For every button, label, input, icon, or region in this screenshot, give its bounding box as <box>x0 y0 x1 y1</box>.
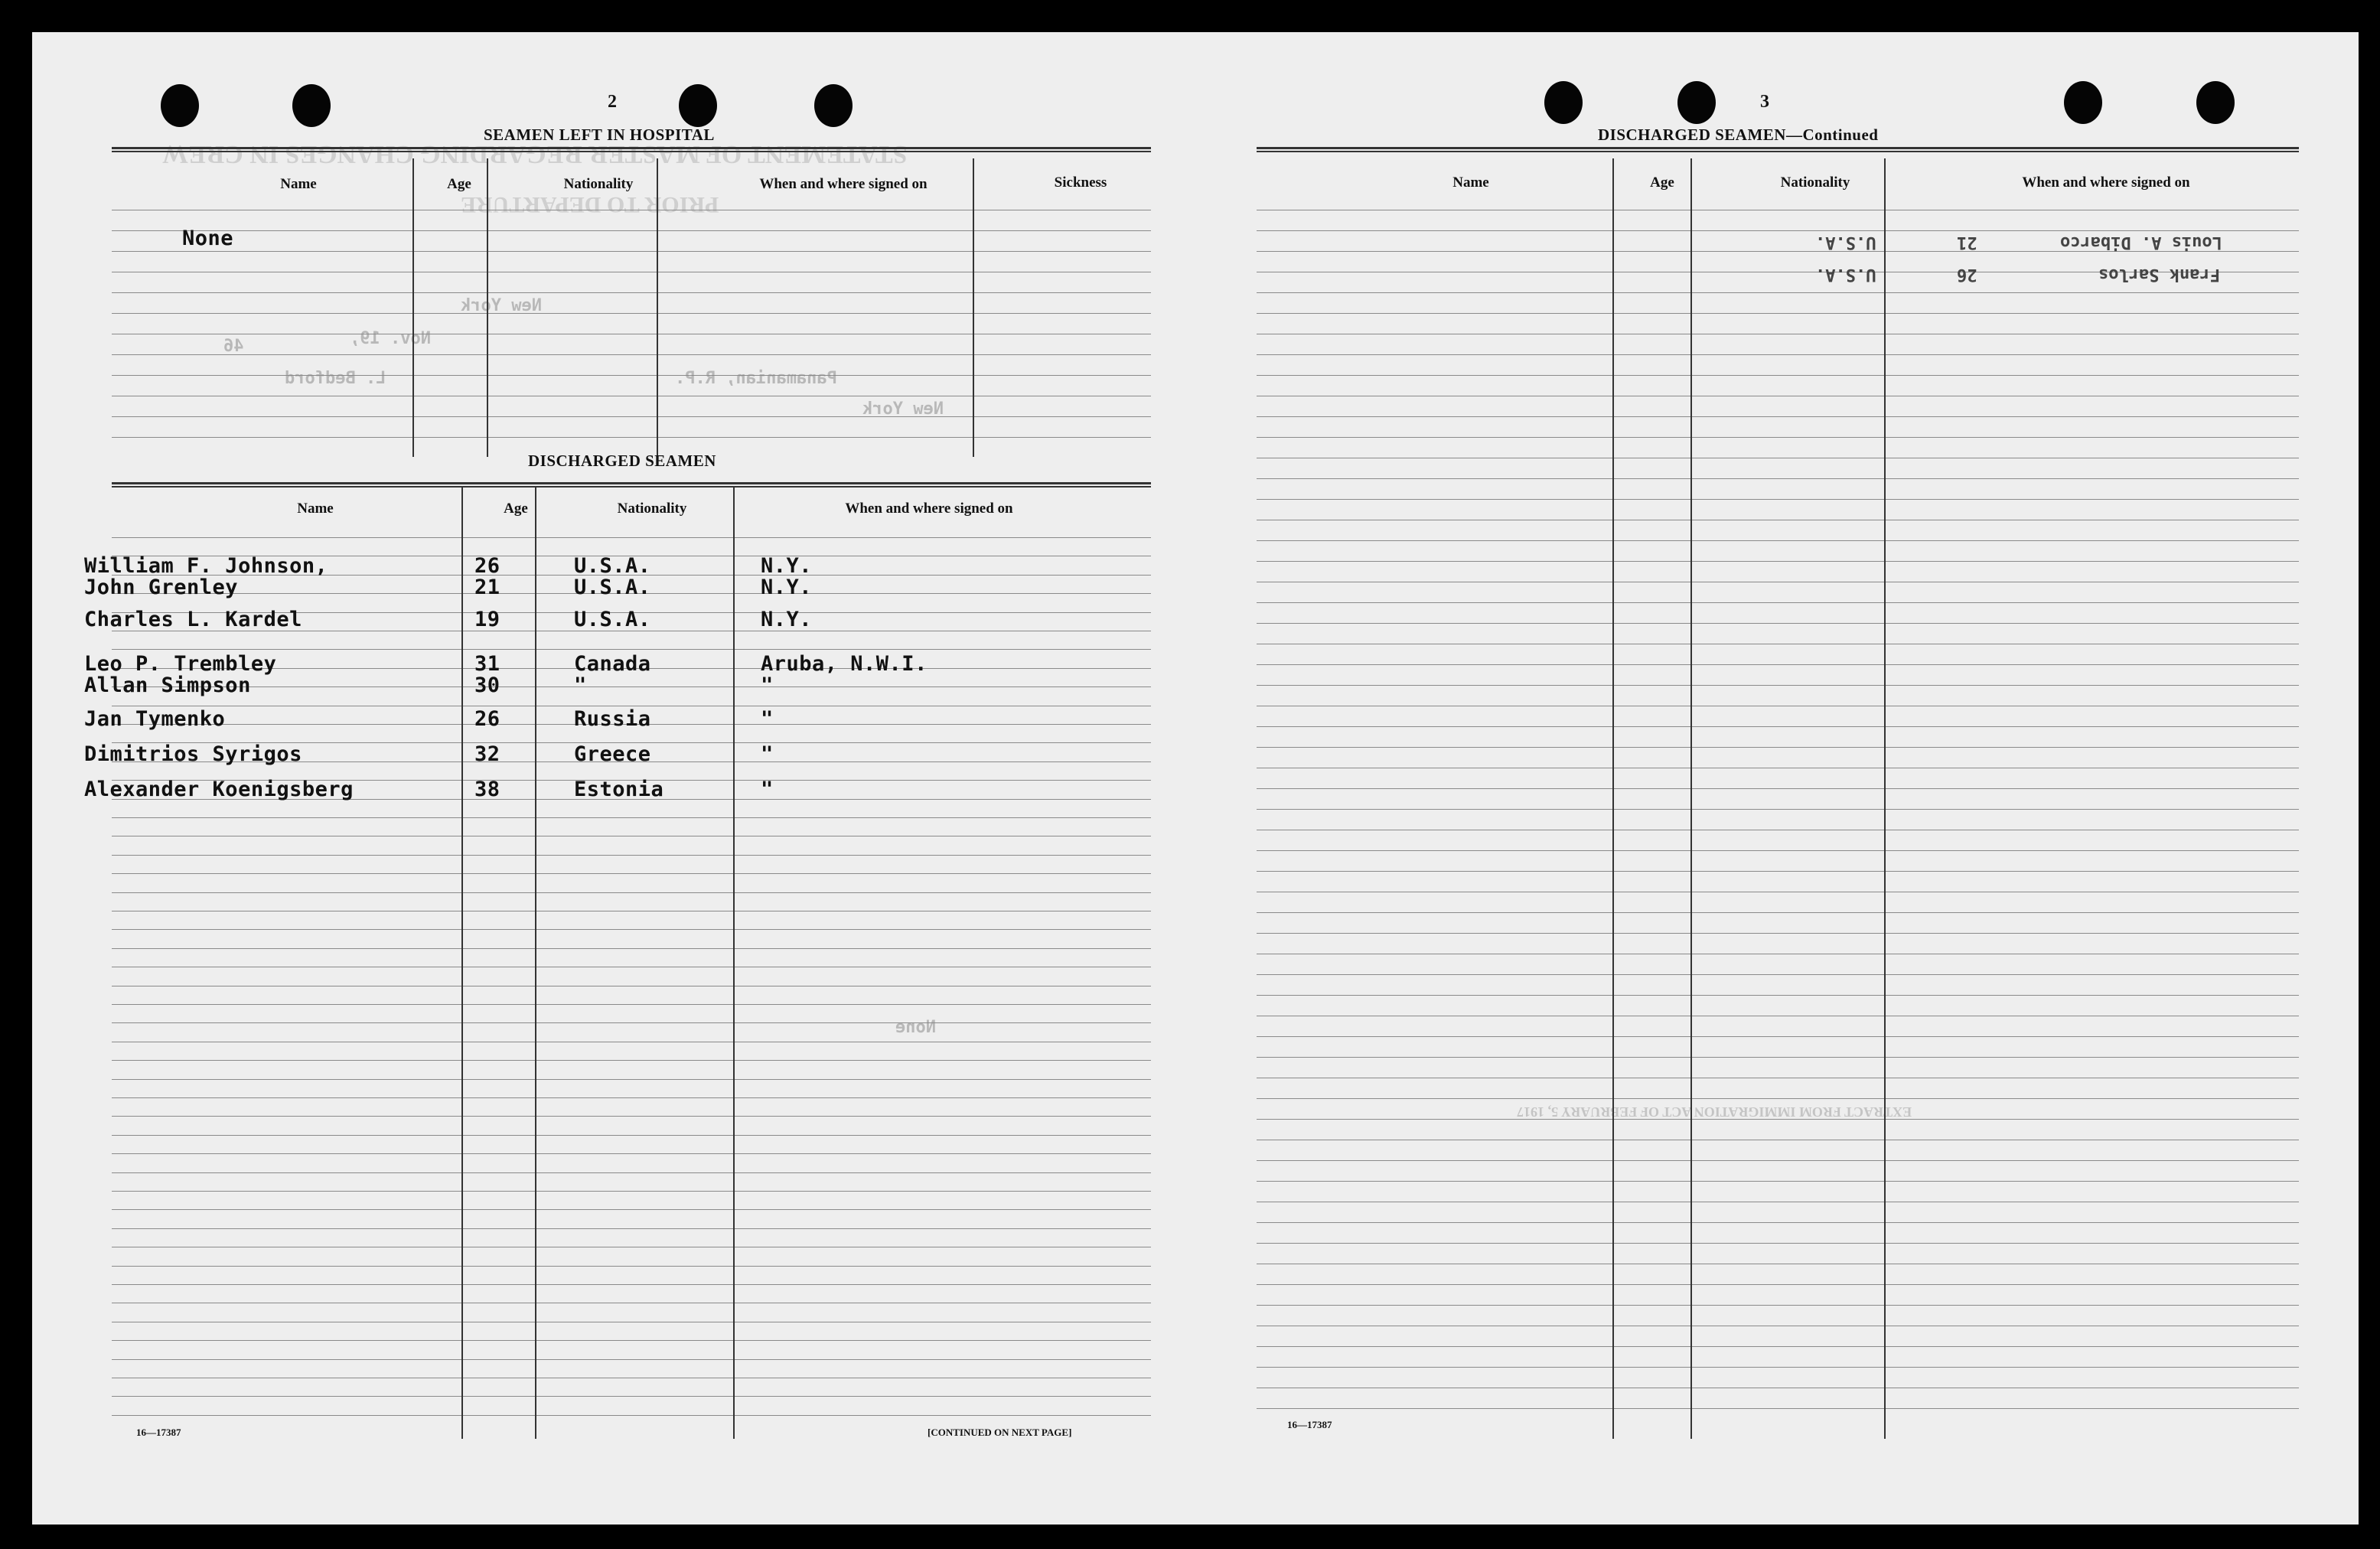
bleed-through-rev-name-2: Frank Sarlos <box>2098 265 2220 284</box>
ruled-line <box>1257 478 2299 479</box>
hospital-col-name: Name <box>280 176 317 192</box>
ruled-line <box>112 416 1151 417</box>
ruled-line <box>112 1172 1151 1173</box>
ruled-line <box>112 855 1151 856</box>
ruled-line <box>1257 788 2299 789</box>
ruled-line <box>1257 1346 2299 1347</box>
ruled-line <box>1257 747 2299 748</box>
ruled-line <box>112 873 1151 874</box>
seaman-nationality: U.S.A. <box>574 554 651 578</box>
ruled-line <box>112 1284 1151 1285</box>
col-divider <box>535 488 536 1439</box>
ruled-line <box>112 437 1151 438</box>
ruled-line <box>1257 1305 2299 1306</box>
bleed-through-rev-age-1: 21 <box>1957 233 1977 252</box>
bleed-through-rev-nat-2: U.S.A. <box>1815 265 1876 284</box>
ruled-line <box>112 375 1151 376</box>
ruled-line <box>112 929 1151 930</box>
hospital-none-entry: None <box>182 227 234 250</box>
seaman-nationality: U.S.A. <box>574 608 651 631</box>
ruled-line <box>1257 1243 2299 1244</box>
seaman-signed-on: Aruba, N.W.I. <box>761 652 928 676</box>
continued-col-name: Name <box>1452 174 1489 191</box>
hospital-col-sickness: Sickness <box>1054 174 1107 191</box>
ruled-line <box>112 1060 1151 1061</box>
seaman-nationality: Canada <box>574 652 651 676</box>
col-divider <box>412 158 414 457</box>
bleed-through-rev-name-1: Louis A. Dibarco <box>2060 233 2222 252</box>
seaman-name: Leo P. Trembley <box>84 652 277 676</box>
seaman-age: 32 <box>474 742 500 766</box>
ruled-line <box>1257 1367 2299 1368</box>
seaman-signed-on: " <box>761 742 774 766</box>
ruled-line <box>112 1415 1151 1416</box>
seaman-name: Jan Tymenko <box>84 707 226 731</box>
seaman-nationality: Russia <box>574 707 651 731</box>
ruled-line <box>112 817 1151 818</box>
seaman-signed-on: N.Y. <box>761 554 813 578</box>
ruled-line <box>112 892 1151 893</box>
col-divider <box>1690 158 1692 1439</box>
punch-hole <box>2064 81 2102 124</box>
rule <box>112 482 1151 488</box>
ruled-line <box>1257 685 2299 686</box>
ruled-line <box>1257 230 2299 231</box>
col-divider <box>1884 158 1886 1439</box>
rule <box>1257 147 2299 152</box>
ruled-line <box>1257 602 2299 603</box>
seaman-signed-on: " <box>761 778 774 801</box>
ruled-line <box>1257 1119 2299 1120</box>
ruled-line <box>112 1022 1151 1023</box>
ruled-line <box>1257 313 2299 314</box>
bleed-through-port-2: New York <box>862 399 944 419</box>
punch-hole <box>161 84 199 127</box>
continued-note: [CONTINUED ON NEXT PAGE] <box>928 1427 1072 1438</box>
punch-hole <box>292 84 331 127</box>
ruled-line <box>112 1396 1151 1397</box>
seaman-age: 30 <box>474 673 500 697</box>
ruled-line <box>112 1359 1151 1360</box>
ruled-line <box>1257 871 2299 872</box>
discharged-section-title: DISCHARGED SEAMEN <box>528 452 716 470</box>
col-divider <box>487 158 488 457</box>
ruled-line <box>1257 912 2299 913</box>
discharged-col-name: Name <box>297 501 334 517</box>
seaman-signed-on: " <box>761 707 774 731</box>
col-divider <box>1612 158 1614 1439</box>
form-number-left: 16—17387 <box>136 1427 181 1438</box>
ruled-line <box>112 1191 1151 1192</box>
bleed-through-vessel: Panamanian, R.P. <box>675 369 837 388</box>
bleed-through-port: New York <box>461 296 542 315</box>
ruled-line <box>112 1004 1151 1005</box>
seaman-name: John Grenley <box>84 576 239 599</box>
seaman-name: Allan Simpson <box>84 673 251 697</box>
ruled-line <box>1257 1098 2299 1099</box>
bleed-through-none: None <box>895 1018 936 1037</box>
ruled-line <box>1257 726 2299 727</box>
seaman-name: Dimitrios Syrigos <box>84 742 302 766</box>
bleed-through-master: L. Bedford <box>285 369 386 388</box>
punch-hole <box>2196 81 2235 124</box>
ruled-line <box>112 686 1151 687</box>
seaman-age: 19 <box>474 608 500 631</box>
seaman-nationality: Estonia <box>574 778 664 801</box>
col-divider <box>733 488 735 1439</box>
ruled-line <box>112 354 1151 355</box>
ruled-line <box>1257 292 2299 293</box>
ruled-line <box>112 537 1151 538</box>
seaman-signed-on: " <box>761 673 774 697</box>
bleed-through-rev-age-2: 26 <box>1957 265 1977 284</box>
seaman-nationality: " <box>574 673 587 697</box>
ruled-line <box>1257 354 2299 355</box>
bleed-through-year: 46 <box>223 337 244 356</box>
ruled-line <box>1257 416 2299 417</box>
punch-hole <box>1677 81 1716 124</box>
bleed-through-heading: STATEMENT OF MASTER REGARDING CHANGES IN CREW <box>162 140 908 168</box>
ruled-line <box>1257 1284 2299 1285</box>
seaman-age: 38 <box>474 778 500 801</box>
ruled-line <box>1257 995 2299 996</box>
ruled-line <box>112 251 1151 252</box>
continued-col-age: Age <box>1650 174 1674 191</box>
discharged-col-signed: When and where signed on <box>845 501 1013 517</box>
ruled-line <box>1257 1036 2299 1037</box>
ruled-line <box>1257 850 2299 851</box>
ruled-line <box>112 649 1151 650</box>
ruled-line <box>112 1228 1151 1229</box>
bleed-through-rev-nat-1: U.S.A. <box>1815 233 1876 252</box>
ruled-line <box>1257 499 2299 500</box>
ruled-line <box>1257 623 2299 624</box>
ruled-line <box>112 1135 1151 1136</box>
continued-col-nationality: Nationality <box>1780 174 1850 191</box>
ruled-line <box>112 1079 1151 1080</box>
ruled-line <box>112 313 1151 314</box>
ruled-line <box>1257 540 2299 541</box>
ruled-line <box>112 1116 1151 1117</box>
seaman-signed-on: N.Y. <box>761 608 813 631</box>
seaman-signed-on: N.Y. <box>761 576 813 599</box>
page-number-right: 3 <box>1760 92 1769 112</box>
ruled-line <box>1257 933 2299 934</box>
discharged-col-nationality: Nationality <box>617 501 687 517</box>
hospital-col-nationality: Nationality <box>563 176 634 192</box>
discharged-col-age: Age <box>504 501 528 517</box>
ruled-line <box>1257 437 2299 438</box>
seaman-name: William F. Johnson, <box>84 554 328 578</box>
col-divider <box>973 158 974 457</box>
col-divider <box>461 488 463 1439</box>
bleed-through-extract-title: EXTRACT FROM IMMIGRATION ACT OF FEBRUARY 5, 1917 <box>1517 1104 1912 1120</box>
seaman-nationality: U.S.A. <box>574 576 651 599</box>
punch-hole <box>814 84 853 127</box>
rule <box>112 147 1151 152</box>
ruled-line <box>112 1209 1151 1210</box>
col-divider <box>657 158 658 457</box>
continued-col-signed: When and where signed on <box>2022 174 2190 191</box>
ruled-line <box>112 230 1151 231</box>
bleed-through-date: Nov. 19, <box>350 329 431 348</box>
ruled-line <box>112 1266 1151 1267</box>
punch-hole <box>1544 81 1583 124</box>
seaman-name: Charles L. Kardel <box>84 608 302 631</box>
ruled-line <box>1257 809 2299 810</box>
ruled-line <box>1257 1222 2299 1223</box>
ruled-line <box>1257 1057 2299 1058</box>
ruled-line <box>112 1340 1151 1341</box>
ruled-line <box>1257 1181 2299 1182</box>
seaman-age: 21 <box>474 576 500 599</box>
seaman-age: 31 <box>474 652 500 676</box>
seaman-age: 26 <box>474 707 500 731</box>
hospital-col-signed: When and where signed on <box>759 176 928 192</box>
ruled-line <box>112 292 1151 293</box>
hospital-section-title: SEAMEN LEFT IN HOSPITAL <box>484 126 715 144</box>
seaman-nationality: Greece <box>574 742 651 766</box>
ruled-line <box>1257 974 2299 975</box>
ruled-line <box>1257 561 2299 562</box>
ruled-line <box>112 948 1151 949</box>
form-number-right: 16—17387 <box>1287 1419 1332 1430</box>
page-number-left: 2 <box>608 92 617 112</box>
ruled-line <box>1257 375 2299 376</box>
ruled-line <box>1257 1160 2299 1161</box>
ruled-line <box>1257 664 2299 665</box>
hospital-col-age: Age <box>447 176 471 192</box>
document-sheet <box>32 32 2359 1525</box>
seaman-age: 26 <box>474 554 500 578</box>
ruled-line <box>1257 1408 2299 1409</box>
ruled-line <box>112 1097 1151 1098</box>
seaman-name: Alexander Koenigsberg <box>84 778 354 801</box>
discharged-continued-title: DISCHARGED SEAMEN—Continued <box>1598 126 1879 144</box>
punch-hole <box>679 84 717 127</box>
bleed-through-heading-2: PRIOR TO DEPARTURE <box>461 192 719 217</box>
ruled-line <box>112 1153 1151 1154</box>
